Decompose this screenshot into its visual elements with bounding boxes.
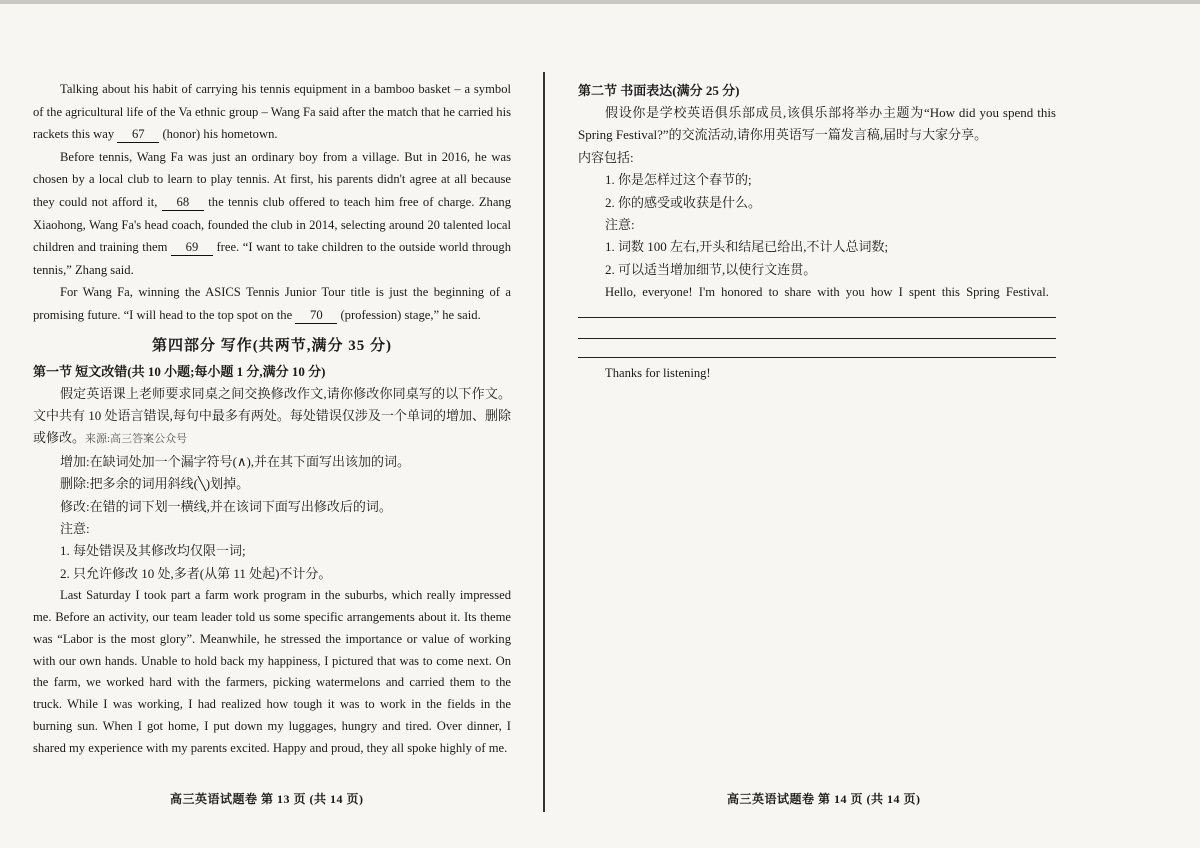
note-1: 1. 词数 100 左右,开头和结尾已给出,不计人总词数; [605,239,889,255]
writing-prompt: 假设你是学校英语俱乐部成员,该俱乐部将举办主题为“How did you spend this Spring Festival?”的交流活动,请你用英语写一篇发言稿,届时与大家分享。 [578,105,1056,143]
blank-70: 70 [295,307,337,324]
essay-closing: Thanks for listening! [605,365,711,380]
blank-67: 67 [117,126,159,143]
watermark-text: 来源:高三答案公众号 [85,433,188,446]
blank-69: 69 [171,239,213,256]
page-footer-13: 高三英语试题卷 第 13 页 (共 14 页) [170,792,364,806]
error-correction-essay: Last Saturday I took part a farm work program in the suburbs, which really impressed me. Before an activity, our team leader told us some specific arrangements about it. Its theme was “Labor is the most glory”. Meanwhile, he stressed the importance or value of working with our own hands. Unable to hold back my happiness, I pictured that was to come next. On the farm, we worked hard with the farmers, picking watermelons and carried them to the truck. While I was working, I had realized how tough it was to work in the fields in the burning sun. When I got home, I put down my luggages, hungry and tired. Over dinner, I shared my experience with my parents excited. Happy and proud, they all spoke highly of me. [33,588,511,755]
note-2: 2. 可以适当增加细节,以使行文连贯。 [605,261,817,277]
rule-delete: 删除:把多余的词用斜线(╲)划掉。 [60,476,250,492]
note-1: 1. 每处错误及其修改均仅限一词; [60,543,246,559]
blank-68: 68 [162,194,204,211]
rule-add: 增加:在缺词处加一个漏字符号(∧),并在其下面写出该加的词。 [60,453,411,469]
content-title: 内容包括: [578,149,634,165]
answer-line-3[interactable] [578,357,1056,358]
left-column [33,78,511,760]
rule-modify: 修改:在错的词下划一横线,并在该词下面写出修改后的词。 [60,498,392,514]
essay-opening: Hello, everyone! I'm honored to share with you how I spent this Spring Festival. [605,285,1049,300]
column-divider [543,72,545,812]
section-one-title: 第一节 短文改错(共 10 小题;每小题 1 分,满分 10 分) [33,363,326,379]
scan-edge [0,0,1200,4]
content-item-2: 2. 你的感受或收获是什么。 [605,194,762,210]
section-two-title: 第二节 书面表达(满分 25 分) [578,83,740,98]
right-column [578,78,1056,384]
passage-paragraph-2: Before tennis, Wang Fa was just an ordinary boy from a village. But in 2016, he was chosen by a local club to learn to play tennis. At first, his parents didn't agree at all because they could not afford it, 68 the tennis club offered to teach him free of charge. Zhang Xiaohong, Wang Fa's head coach, founded the club in 2014, selecting around 20 talented local children and training them 69 free. “I want to take children to the outside world through tennis,” Zhang said. [33,149,511,277]
note-2: 2. 只允许修改 10 处,多者(从第 11 处起)不计分。 [60,565,332,581]
page-footer-14: 高三英语试题卷 第 14 页 (共 14 页) [727,792,921,806]
note-title: 注意: [60,520,90,536]
section-one-intro: 假定英语课上老师要求同桌之间交换修改作文,请你修改你同桌写的以下作文。文中共有 10 处语言错误,每句中最多有两处。每处错误仅涉及一个单词的增加、删除或修改。来源:高三答案公众号 [33,385,511,446]
note-title: 注意: [605,217,635,233]
part-four-title: 第四部分 写作(共两节,满分 35 分) [152,337,392,354]
passage-paragraph-1: Talking about his habit of carrying his tennis equipment in a bamboo basket – a symbol of the agricultural life of the Va ethnic group – Wang Fa said after the match that he carried his rackets this way 67 (honor) his hometown. [33,82,511,142]
content-item-1: 1. 你是怎样过这个春节的; [605,172,752,188]
passage-paragraph-3: For Wang Fa, winning the ASICS Tennis Junior Tour title is just the beginning of a promising future. “I will head to the top spot on the 70 (profession) stage,” he said. [33,285,511,322]
